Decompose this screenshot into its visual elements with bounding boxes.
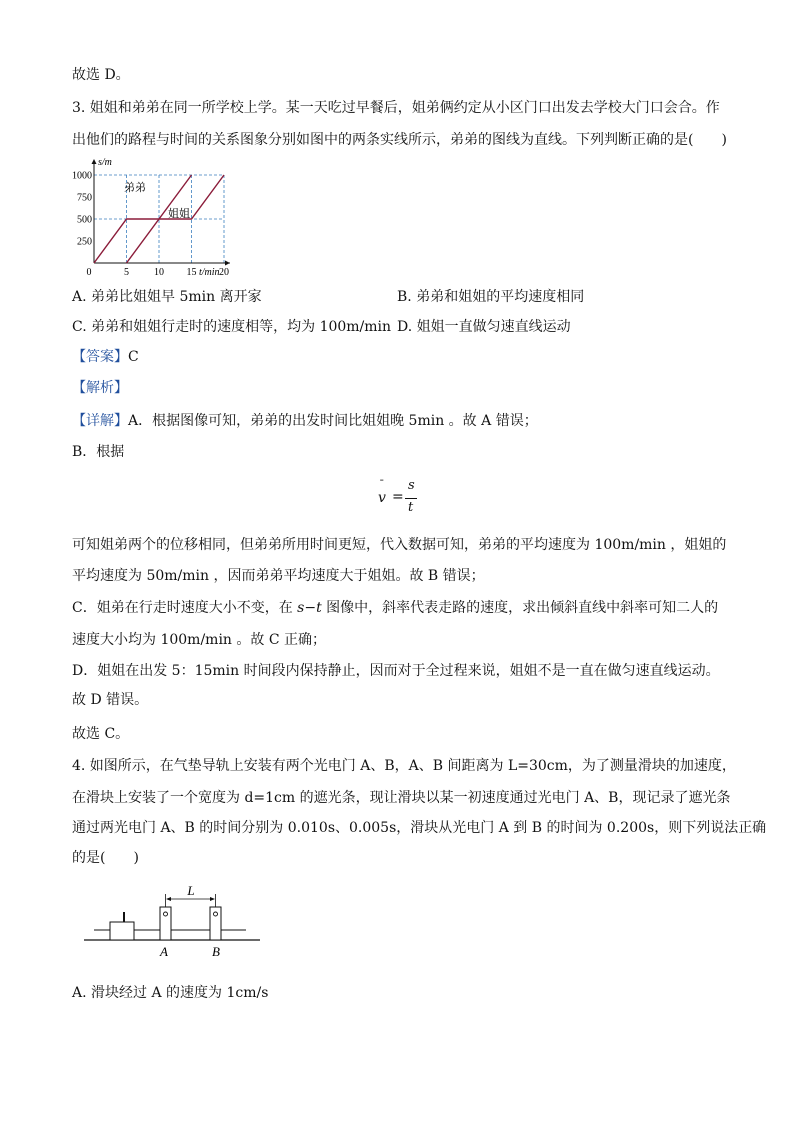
detail-a-line	[72, 411, 538, 431]
formula-numerator: s	[408, 478, 415, 493]
x-tick-5: 5	[124, 267, 129, 278]
st-graph	[72, 155, 234, 279]
formula-lhs: v	[378, 490, 386, 506]
q3-stem-line2: 出他们的路程与时间的关系图象分别如图中的两条实线所示，弟弟的图线为直线。下列判断正确的是( )	[72, 132, 727, 148]
prev-conclusion: 故选 D。	[72, 67, 130, 83]
formula-equals: =	[392, 489, 404, 505]
y-tick-250: 250	[77, 236, 92, 248]
q3-conclusion: 故选 C。	[72, 726, 130, 742]
length-label: L	[187, 883, 195, 898]
q4-stem-line2: 在滑块上安装了一个宽度为 d=1cm 的遮光条，现让滑块以某一初速度通过光电门 A、B，现记录了遮光条	[72, 790, 731, 806]
q3-option-c: C. 弟弟和姐姐行走时的速度相等，均为 100m/min	[72, 319, 392, 335]
y-tick-1000: 1000	[72, 170, 92, 182]
x-axis-arrow	[225, 261, 230, 266]
series-label-0: 弟弟	[124, 181, 146, 194]
q3-option-b: B. 弟弟和姐姐的平均速度相同	[397, 289, 585, 305]
detail-b-text1: 可知姐弟两个的位移相同，但弟弟所用时间更短，代入数据可知，弟弟的平均速度为 100m/min ，姐姐的	[72, 537, 727, 553]
formula-denominator: t	[408, 500, 414, 515]
analysis-label: 【解析】	[72, 380, 128, 396]
x-axis-label: t/min	[199, 267, 220, 278]
detail-b-text2: 平均速度为 50m/min ，因而弟弟平均速度大于姐姐。故 B 错误；	[72, 568, 485, 584]
answer-label: 【答案】	[72, 349, 128, 365]
detail-c-text2: 速度大小均为 100m/min 。故 C 正确；	[72, 632, 326, 648]
formula-bar-mark: ¯	[379, 478, 385, 491]
detail-c-st: s−t	[292, 600, 327, 616]
slider-block	[110, 922, 134, 940]
detail-b-intro: B．根据	[72, 444, 125, 460]
x-tick-20: 20	[219, 267, 229, 278]
detail-label: 【详解】	[72, 413, 128, 429]
q3-stem-line1: 3. 姐姐和弟弟在同一所学校上学。某一天吃过早餐后，姐弟俩约定从小区门口出发去学校大门口会合。作	[72, 100, 720, 116]
detail-c-text1b: 图像中，斜率代表走路的速度，求出倾斜直线中斜率可知二人的	[326, 600, 719, 616]
q4-stem-line4: 的是( )	[72, 850, 139, 866]
formula-fraction-bar	[405, 498, 417, 499]
q3-option-d: D. 姐姐一直做匀速直线运动	[397, 319, 571, 335]
q4-stem-line3: 通过两光电门 A、B 的时间分别为 0.010s、0.005s，滑块从光电门 A 到 B 的时间为 0.200s，则下列说法正确	[72, 820, 767, 836]
x-tick-10: 10	[154, 267, 164, 278]
x-tick-15: 15	[186, 267, 197, 278]
answer-value: C	[128, 349, 139, 365]
average-velocity-formula	[378, 478, 418, 520]
y-tick-750: 750	[77, 192, 92, 204]
x-tick-0: 0	[86, 267, 92, 278]
detail-d-text2: 故 D 错误。	[72, 692, 149, 708]
y-axis-label: s/m	[98, 157, 112, 168]
series-label-1: 姐姐	[168, 207, 190, 220]
dim-arrow-left	[166, 897, 171, 901]
detail-d-text1: D．姐姐在出发 5：15min 时间段内保持静止，因而对于全过程来说，姐姐不是一直在做匀速直线运动。	[72, 663, 720, 679]
y-tick-500: 500	[77, 214, 92, 226]
detail-c-text1a: C．姐弟在行走时速度大小不变，在	[72, 600, 293, 616]
q4-stem-line1: 4. 如图所示，在气垫导轨上安装有两个光电门 A、B，A、B 间距离为 L=30cm，为了测量滑块的加速度，	[72, 758, 736, 774]
y-axis-arrow	[92, 159, 97, 164]
air-track-diagram	[80, 880, 265, 960]
gate-b-label: B	[212, 944, 220, 959]
answer-line	[72, 347, 139, 367]
q4-option-a: A. 滑块经过 A 的速度为 1cm/s	[72, 985, 269, 1001]
dim-arrow-right	[210, 897, 215, 901]
q3-option-a: A. 弟弟比姐姐早 5min 离开家	[72, 289, 262, 305]
gate-a-label: A	[160, 944, 168, 959]
detail-a-text: A．根据图像可知，弟弟的出发时间比姐姐晚 5min 。故 A 错误；	[128, 413, 538, 429]
detail-c-line1	[72, 598, 718, 618]
